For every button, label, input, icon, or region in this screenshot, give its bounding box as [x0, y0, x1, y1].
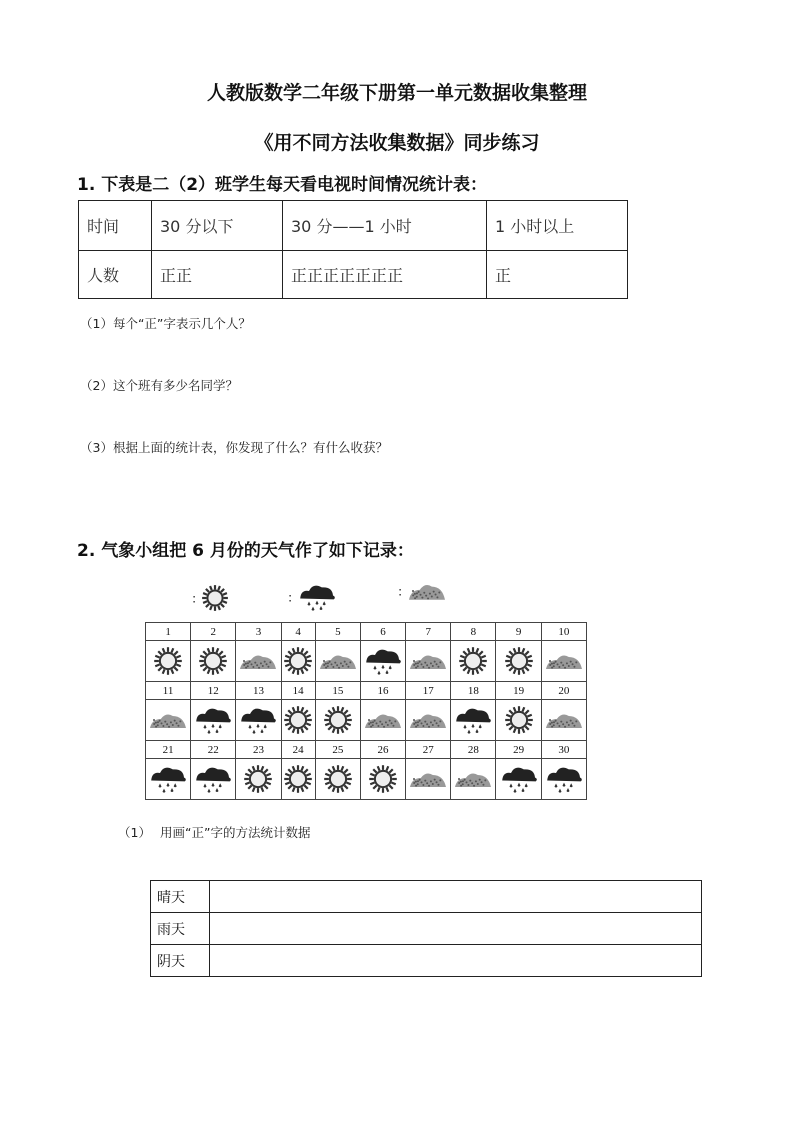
tv-time-table — [78, 200, 628, 299]
weather-record-grid — [145, 622, 587, 800]
tally-answer-cell[interactable] — [210, 881, 702, 913]
question-2-heading: 2. 气象小组把 6 月份的天气作了如下记录： — [77, 541, 414, 561]
cloudy-icon — [363, 710, 403, 730]
day-weather-cell — [315, 641, 360, 682]
day-weather-cell — [406, 641, 451, 682]
day-number: 30 — [541, 741, 586, 759]
tally-answer-cell[interactable] — [210, 945, 702, 977]
day-number: 25 — [315, 741, 360, 759]
cloudy-icon — [408, 769, 448, 789]
question-1-heading: 1. 下表是二（2）班学生每天看电视时间情况统计表： — [77, 175, 488, 195]
legend-sun: : — [192, 584, 229, 612]
day-weather-cell — [315, 700, 360, 741]
day-weather-cell — [496, 759, 541, 800]
day-number: 22 — [191, 741, 236, 759]
sun-icon — [198, 646, 228, 676]
day-weather-cell — [146, 641, 191, 682]
rain-cloud-icon — [544, 764, 584, 794]
day-weather-cell — [360, 759, 405, 800]
table-cell: 正 — [487, 251, 628, 299]
rain-cloud-icon — [193, 705, 233, 735]
day-weather-cell — [451, 759, 496, 800]
day-number: 11 — [146, 682, 191, 700]
day-weather-cell — [236, 641, 281, 682]
day-number: 12 — [191, 682, 236, 700]
rain-cloud-icon — [453, 705, 493, 735]
day-weather-cell — [191, 641, 236, 682]
day-weather-cell — [191, 700, 236, 741]
sun-icon — [201, 584, 229, 612]
day-number: 6 — [360, 623, 405, 641]
day-weather-cell — [496, 641, 541, 682]
legend-cloudy: : — [398, 580, 447, 602]
cloudy-icon — [238, 651, 278, 671]
day-number: 21 — [146, 741, 191, 759]
question-2-sub-1: 用画“正”字的方法统计数据 — [160, 825, 311, 840]
cloudy-icon — [453, 769, 493, 789]
legend-rain: : — [288, 582, 337, 612]
tally-label-cloudy: 阴天 — [151, 945, 210, 977]
sun-icon — [153, 646, 183, 676]
question-1-sub-3: （3）根据上面的统计表，你发现了什么？有什么收获？ — [80, 440, 388, 455]
day-number: 29 — [496, 741, 541, 759]
day-number: 8 — [451, 623, 496, 641]
day-weather-cell — [146, 700, 191, 741]
table-cell: 时间 — [79, 201, 152, 251]
day-number: 23 — [236, 741, 281, 759]
sun-icon — [283, 764, 313, 794]
question-2-sub-1-number: （1） — [118, 825, 151, 840]
day-weather-cell — [281, 700, 315, 741]
rain-cloud-icon — [238, 705, 278, 735]
sun-icon — [283, 705, 313, 735]
day-number: 19 — [496, 682, 541, 700]
day-weather-cell — [315, 759, 360, 800]
sun-icon — [458, 646, 488, 676]
table-cell: 1 小时以上 — [487, 201, 628, 251]
day-weather-cell — [406, 759, 451, 800]
day-number: 17 — [406, 682, 451, 700]
day-number: 13 — [236, 682, 281, 700]
cloudy-icon — [544, 651, 584, 671]
table-cell: 正正正正正正正 — [283, 251, 487, 299]
rain-cloud-icon — [148, 764, 188, 794]
cloudy-icon — [544, 710, 584, 730]
day-weather-cell — [360, 700, 405, 741]
day-number: 2 — [191, 623, 236, 641]
rain-cloud-icon — [193, 764, 233, 794]
cloudy-icon — [407, 580, 447, 602]
day-number: 7 — [406, 623, 451, 641]
tally-answer-cell[interactable] — [210, 913, 702, 945]
page-title: 人教版数学二年级下册第一单元数据收集整理 — [206, 82, 587, 104]
rain-cloud-icon — [499, 764, 539, 794]
tally-label-rainy: 雨天 — [151, 913, 210, 945]
day-number: 27 — [406, 741, 451, 759]
sun-icon — [368, 764, 398, 794]
day-weather-cell — [451, 700, 496, 741]
table-cell: 人数 — [79, 251, 152, 299]
day-number: 10 — [541, 623, 586, 641]
sun-icon — [243, 764, 273, 794]
day-number: 20 — [541, 682, 586, 700]
day-weather-cell — [281, 759, 315, 800]
sun-icon — [323, 705, 353, 735]
rain-cloud-icon — [297, 582, 337, 612]
day-weather-cell — [541, 700, 586, 741]
sun-icon — [504, 705, 534, 735]
day-weather-cell — [236, 700, 281, 741]
day-weather-cell — [236, 759, 281, 800]
day-number: 26 — [360, 741, 405, 759]
day-number: 9 — [496, 623, 541, 641]
day-weather-cell — [281, 641, 315, 682]
day-weather-cell — [541, 759, 586, 800]
day-number: 15 — [315, 682, 360, 700]
page-subtitle: 《用不同方法收集数据》同步练习 — [254, 132, 540, 154]
day-number: 1 — [146, 623, 191, 641]
day-weather-cell — [191, 759, 236, 800]
rain-cloud-icon — [363, 646, 403, 676]
sun-icon — [323, 764, 353, 794]
sun-icon — [504, 646, 534, 676]
day-number: 4 — [281, 623, 315, 641]
day-number: 18 — [451, 682, 496, 700]
question-1-sub-2: （2）这个班有多少名同学？ — [80, 378, 238, 393]
cloudy-icon — [318, 651, 358, 671]
cloudy-icon — [408, 710, 448, 730]
day-number: 3 — [236, 623, 281, 641]
question-1-sub-1: （1）每个“正”字表示几个人？ — [80, 316, 251, 331]
sun-icon — [283, 646, 313, 676]
table-cell: 正正 — [152, 251, 283, 299]
day-number: 28 — [451, 741, 496, 759]
tally-label-sunny: 晴天 — [151, 881, 210, 913]
tally-table — [150, 880, 702, 977]
table-cell: 30 分以下 — [152, 201, 283, 251]
day-number: 5 — [315, 623, 360, 641]
day-number: 16 — [360, 682, 405, 700]
day-number: 14 — [281, 682, 315, 700]
day-number: 24 — [281, 741, 315, 759]
day-weather-cell — [146, 759, 191, 800]
table-cell: 30 分——1 小时 — [283, 201, 487, 251]
day-weather-cell — [406, 700, 451, 741]
day-weather-cell — [541, 641, 586, 682]
day-weather-cell — [451, 641, 496, 682]
day-weather-cell — [496, 700, 541, 741]
cloudy-icon — [408, 651, 448, 671]
day-weather-cell — [360, 641, 405, 682]
cloudy-icon — [148, 710, 188, 730]
